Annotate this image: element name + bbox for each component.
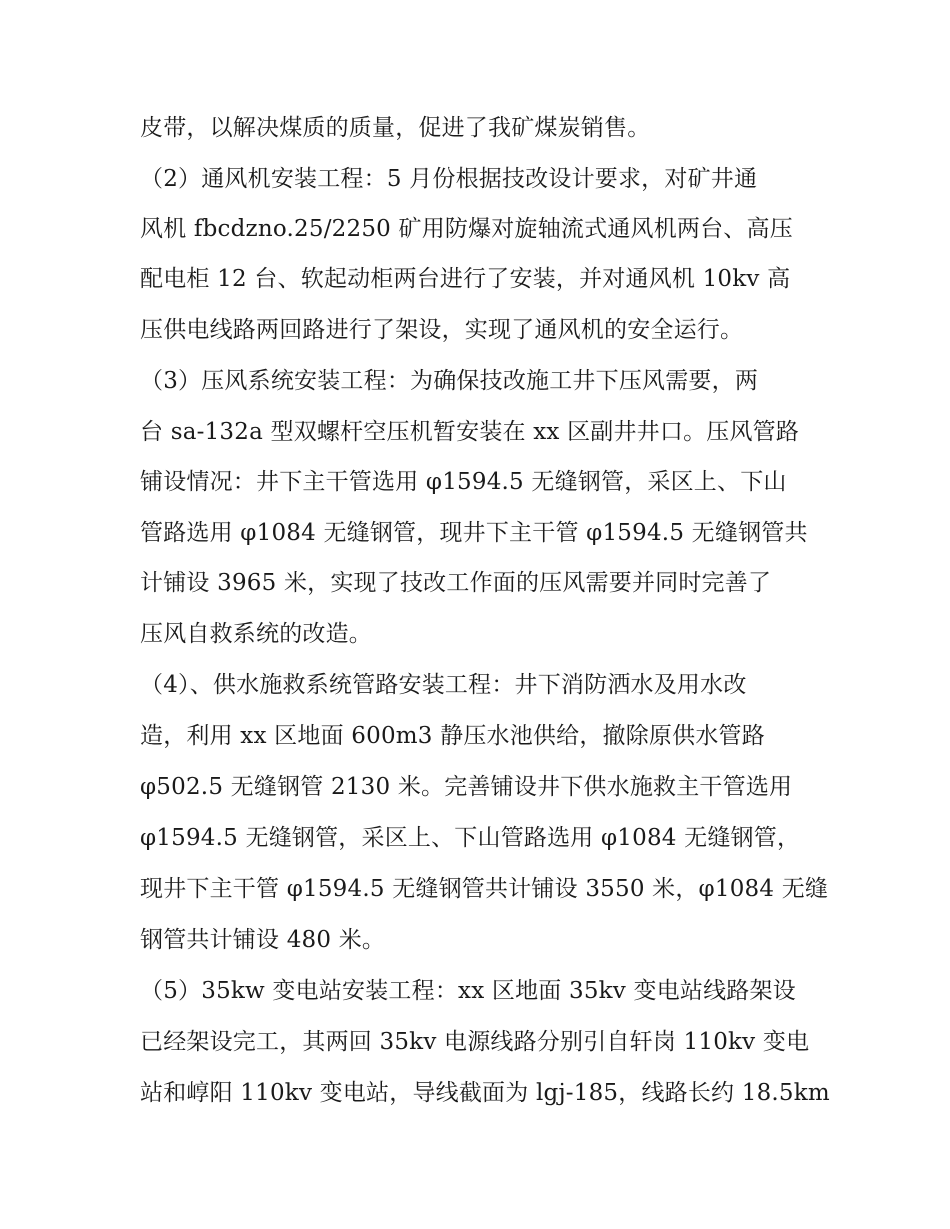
text-line-15: φ1594.5 无缝钢管，采区上、下山管路选用 φ1084 无缝钢管， — [140, 825, 801, 851]
text-line-20: 站和崞阳 110kv 变电站，导线截面为 lgj-185，线路长约 18.5km — [140, 1080, 830, 1106]
text-line-7: 台 sa-132a 型双螺杆空压机暂安装在 xx 区副井井口。压风管路 — [140, 419, 800, 445]
text-line-14: φ502.5 无缝钢管 2130 米。完善铺设井下供水施救主干管选用 — [140, 774, 793, 800]
text-line-5: 压供电线路两回路进行了架设，实现了通风机的安全运行。 — [140, 317, 744, 343]
text-line-9: 管路选用 φ1084 无缝钢管，现井下主干管 φ1594.5 无缝钢管共 — [140, 520, 808, 546]
text-line-8: 铺设情况：井下主干管选用 φ1594.5 无缝钢管，采区上、下山 — [140, 469, 787, 495]
text-line-18: （5）35kw 变电站安装工程：xx 区地面 35kv 变电站线路架设 — [140, 978, 796, 1004]
text-line-6: （3）压风系统安装工程：为确保技改施工井下压风需要，两 — [140, 368, 759, 394]
text-line-10: 计铺设 3965 米，实现了技改工作面的压风需要并同时完善了 — [140, 570, 772, 596]
text-line-12: （4）、供水施救系统管路安装工程：井下消防洒水及用水改 — [140, 672, 747, 698]
text-line-4: 配电柜 12 台、软起动柜两台进行了安装，并对通风机 10kv 高 — [140, 266, 791, 292]
text-line-1: 皮带，以解决煤质的质量，促进了我矿煤炭销售。 — [140, 115, 651, 141]
text-line-17: 钢管共计铺设 480 米。 — [140, 927, 386, 953]
text-line-3: 风机 fbcdzno.25/2250 矿用防爆对旋轴流式通风机两台、高压 — [140, 216, 793, 242]
text-line-11: 压风自救系统的改造。 — [140, 621, 372, 647]
text-line-19: 已经架设完工，其两回 35kv 电源线路分别引自轩岗 110kv 变电 — [140, 1029, 810, 1055]
text-line-2: （2）通风机安装工程：5 月份根据技改设计要求，对矿井通 — [140, 166, 758, 192]
text-line-16: 现井下主干管 φ1594.5 无缝钢管共计铺设 3550 米，φ1084 无缝 — [140, 876, 829, 902]
text-line-13: 造，利用 xx 区地面 600m3 静压水池供给，撤除原供水管路 — [140, 723, 765, 749]
